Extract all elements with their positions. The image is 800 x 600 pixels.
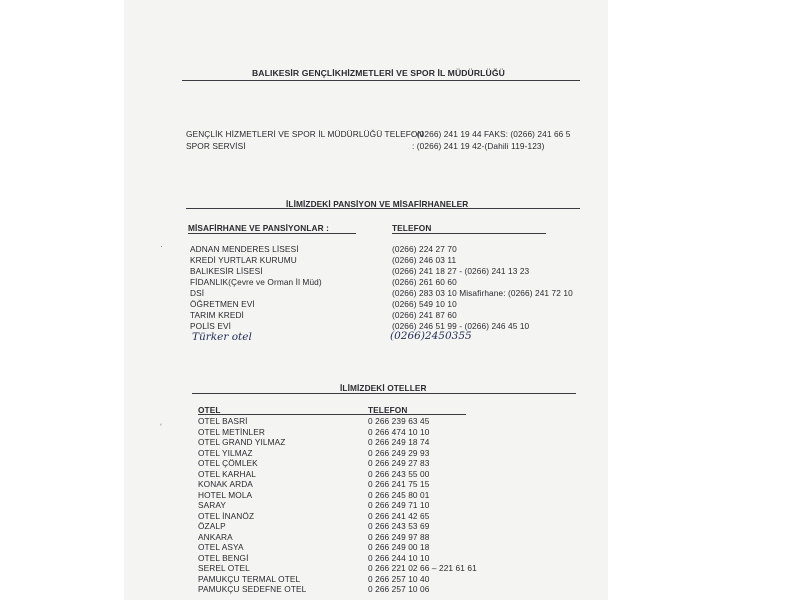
table-row-name: OTEL YILMAZ	[198, 447, 253, 458]
pensions-section-title: İLİMİZDEKİ PANSİYON VE MİSAFİRHANELER	[286, 199, 469, 209]
sports-service-value: : (0266) 241 19 42-(Dahili 119-123)	[412, 141, 545, 151]
table-row-name: OTEL ÇÖMLEK	[198, 458, 258, 468]
table-row-phone: (0266) 241 87 60	[392, 310, 457, 320]
table-row-phone: 0 266 221 02 66 – 221 61 61	[368, 563, 477, 573]
table-row-name: ÖZALP	[198, 521, 226, 531]
table-row-name: OTEL KARHAL	[198, 468, 256, 479]
pensions-col-phone-header: TELEFON	[392, 223, 432, 233]
table-row-name: SEREL OTEL	[198, 563, 250, 573]
document-title: BALIKESİR GENÇLİKHİZMETLERİ VE SPOR İL MÜDÜRLÜĞÜ	[252, 68, 505, 78]
table-row-phone: 0 266 474 10 10	[368, 426, 430, 437]
hotels-section-title: İLİMİZDEKİ OTELLER	[340, 383, 427, 393]
table-row-phone: (0266) 261 60 60	[392, 277, 457, 287]
table-row-phone: 0 266 249 18 74	[368, 437, 430, 447]
pensions-section-underline	[186, 208, 580, 209]
table-row-phone: (0266) 241 18 27 - (0266) 241 13 23	[392, 266, 530, 276]
table-row-phone: 0 266 249 29 93	[368, 447, 430, 458]
table-row-name: KREDİ YURTLAR KURUMU	[190, 255, 297, 265]
table-row-name: PAMUKÇU SEDEFNE OTEL	[198, 584, 307, 594]
table-row-name: OTEL İNANÖZ	[198, 510, 255, 521]
table-row-name: PAMUKÇU TERMAL OTEL	[198, 573, 301, 584]
table-row-name: ÖĞRETMEN EVİ	[190, 299, 255, 309]
scan-mark-dot: ·	[160, 241, 163, 251]
table-row-phone: 0 266 241 42 65	[368, 510, 430, 521]
table-row-name: OTEL BASRİ	[198, 416, 248, 426]
table-row-phone: 0 266 249 97 88	[368, 531, 430, 542]
table-row-name: OTEL ASYA	[198, 542, 244, 552]
table-row-phone: (0266) 283 03 10 Misafirhane: (0266) 241 72 10	[392, 288, 573, 298]
table-row-name: ADNAN MENDERES LİSESİ	[190, 244, 299, 254]
title-underline	[182, 80, 580, 81]
pensions-col-name-header: MİSAFİRHANE VE PANSİYONLAR :	[188, 223, 329, 233]
table-row-phone: 0 266 257 10 40	[368, 573, 430, 584]
table-row-phone: (0266) 549 10 10	[392, 299, 457, 309]
hotels-col-name-header: OTEL	[198, 405, 221, 415]
hotels-section-underline	[192, 393, 576, 394]
table-row-phone: (0266) 224 27 70	[392, 244, 457, 254]
table-row-phone: 0 266 243 55 00	[368, 468, 430, 479]
table-row-name: TARIM KREDİ	[190, 310, 244, 320]
hotels-header-underline	[198, 414, 466, 415]
table-row-phone: 0 266 249 27 83	[368, 458, 430, 468]
table-row-name: KONAK ARDA	[198, 479, 253, 489]
table-row-phone: (0266) 246 51 99 - (0266) 246 45 10	[392, 321, 530, 331]
scanned-document-page	[124, 0, 608, 600]
table-row-phone: 0 266 249 00 18	[368, 542, 430, 552]
table-row-name: POLİS EVİ	[190, 321, 232, 331]
table-row-phone: 0 266 241 75 15	[368, 479, 430, 489]
table-row-name: ANKARA	[198, 531, 233, 542]
table-row-name: FİDANLIK(Çevre ve Orman İl Müd)	[190, 277, 322, 287]
table-row-name: HOTEL MOLA	[198, 489, 253, 500]
table-row-phone: 0 266 257 10 06	[368, 584, 430, 594]
scan-mark-tick: ‘	[160, 422, 162, 432]
table-row-name: OTEL METİNLER	[198, 426, 265, 437]
pensions-col-phone-underline	[392, 233, 546, 234]
table-row-name: OTEL GRAND YILMAZ	[198, 437, 286, 447]
table-row-phone: 0 266 249 71 10	[368, 500, 430, 510]
sports-service-label: SPOR SERVİSİ	[186, 141, 246, 151]
table-row-phone: 0 266 239 63 45	[368, 416, 430, 426]
table-row-name: BALIKESİR LİSESİ	[190, 266, 263, 276]
table-row-name: DSİ	[190, 288, 205, 298]
handwritten-entry-name: Türker otel	[192, 331, 252, 343]
table-row-phone: 0 266 243 53 69	[368, 521, 430, 531]
table-row-phone: 0 266 245 80 01	[368, 489, 430, 500]
pensions-col-name-underline	[188, 233, 356, 234]
handwritten-entry-phone: (0266)2450355	[390, 330, 472, 342]
directorate-phone-label: GENÇLİK HİZMETLERİ VE SPOR İL MÜDÜRLÜĞÜ TELEFON	[186, 129, 424, 139]
table-row-phone: (0266) 246 03 11	[392, 255, 457, 265]
table-row-name: SARAY	[198, 500, 227, 510]
directorate-phone-value: : (0266) 241 19 44 FAKS: (0266) 241 66 5	[412, 129, 571, 139]
table-row-phone: 0 266 244 10 10	[368, 552, 430, 563]
table-row-name: OTEL BENGİ	[198, 552, 249, 563]
hotels-col-phone-header: TELEFON	[368, 405, 408, 415]
